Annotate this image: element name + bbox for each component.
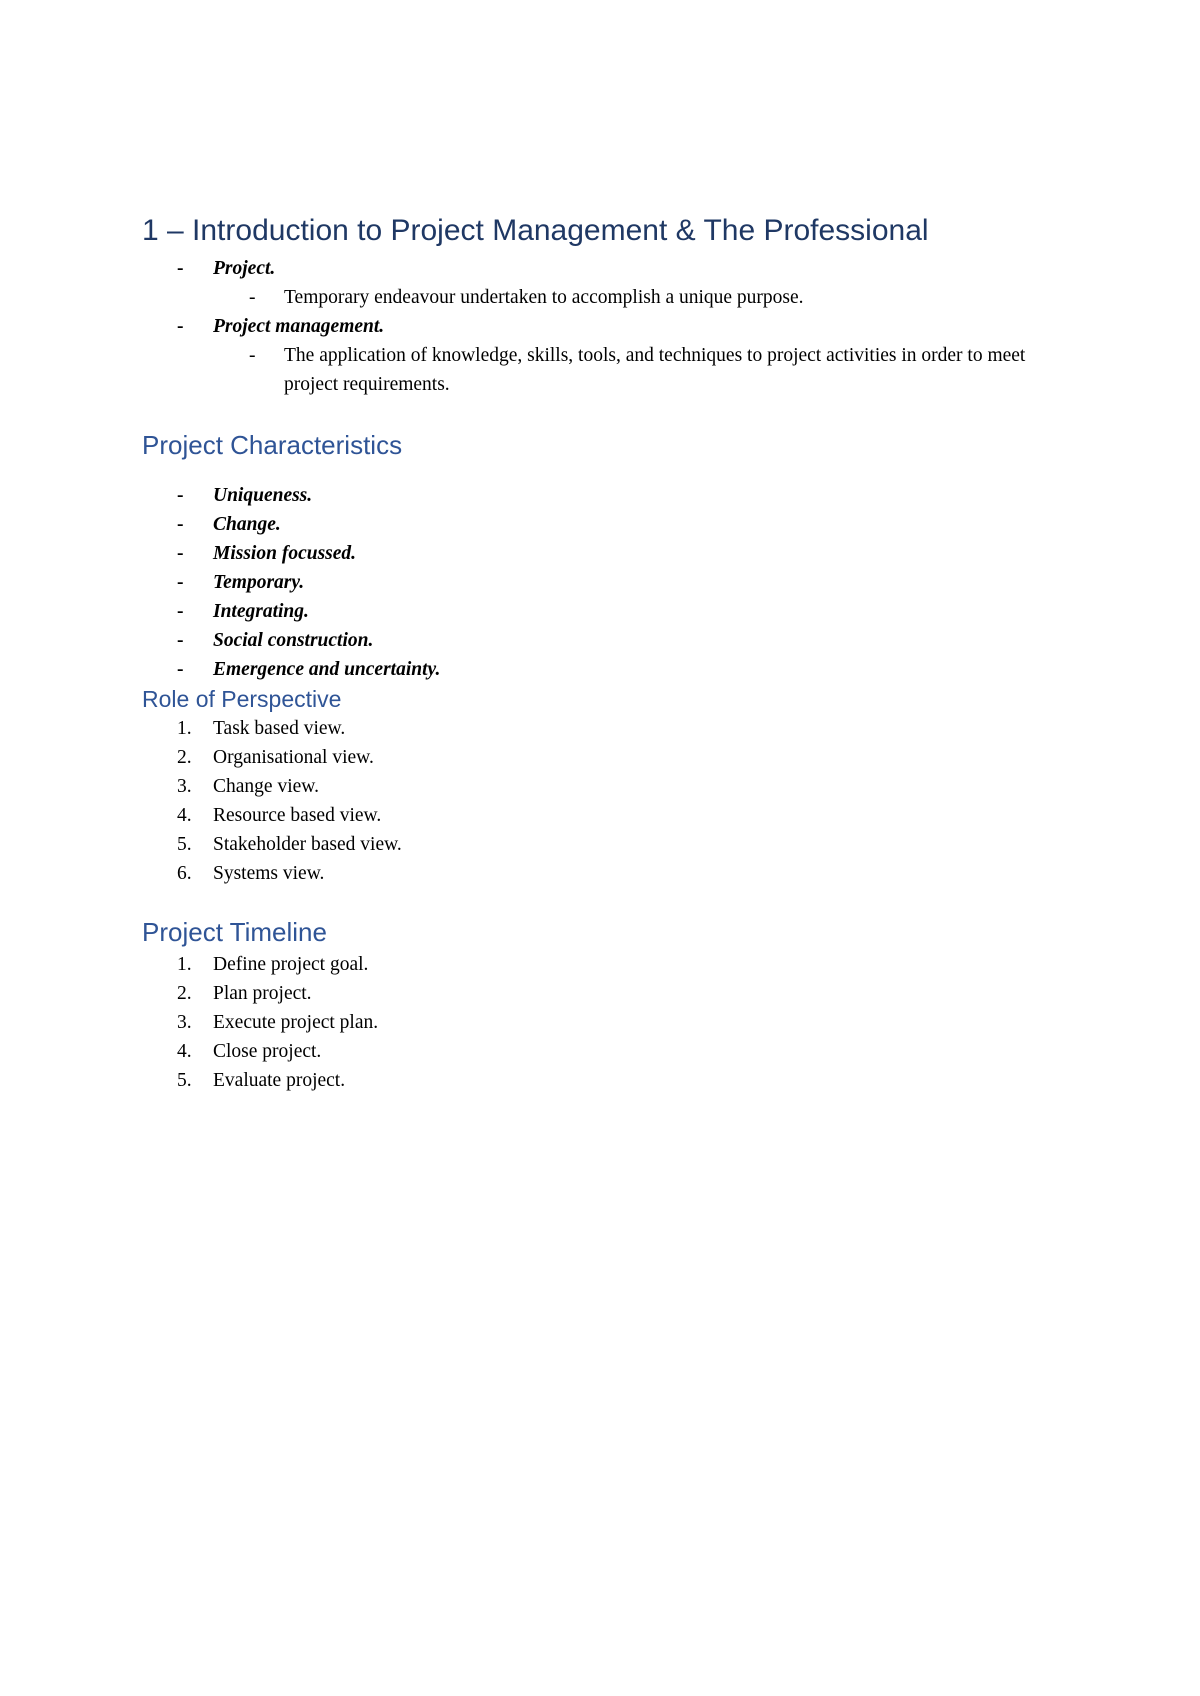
dash-bullet: - [249, 345, 256, 366]
list-item [142, 1037, 1072, 1066]
section-heading-characteristics: Project Characteristics [142, 430, 403, 460]
list-item-text: Close project. [213, 1041, 322, 1062]
dash-bullet: - [177, 316, 184, 337]
characteristics-list [142, 481, 1072, 684]
list-item [142, 655, 1072, 684]
dash-bullet: - [249, 287, 256, 308]
dash-bullet: - [177, 659, 184, 680]
list-item-text: Plan project. [213, 983, 312, 1004]
list-number: 2. [177, 983, 192, 1004]
characteristic-label: Change. [213, 514, 281, 535]
list-number: 3. [177, 1012, 192, 1033]
list-item-text: Resource based view. [213, 805, 382, 826]
list-item-text: Evaluate project. [213, 1070, 346, 1091]
list-item-text: Systems view. [213, 863, 325, 884]
definitions-list [142, 254, 1072, 399]
page-title: 1 – Introduction to Project Management & The Professional [142, 214, 929, 247]
list-number: 4. [177, 805, 192, 826]
list-item [142, 1066, 1072, 1095]
dash-bullet: - [177, 485, 184, 506]
list-item-text: Organisational view. [213, 747, 374, 768]
list-number: 5. [177, 834, 192, 855]
characteristic-label: Emergence and uncertainty. [213, 659, 441, 680]
section-heading-timeline: Project Timeline [142, 917, 327, 947]
definition-detail-item [142, 341, 1072, 399]
list-item-text: Stakeholder based view. [213, 834, 402, 855]
list-number: 5. [177, 1070, 192, 1091]
list-number: 6. [177, 863, 192, 884]
list-item [142, 481, 1072, 510]
dash-bullet: - [177, 601, 184, 622]
characteristic-label: Mission focussed. [213, 543, 357, 564]
list-item [142, 801, 1072, 830]
characteristic-label: Temporary. [213, 572, 305, 593]
definition-term: Project management. [213, 316, 385, 337]
dash-bullet: - [177, 258, 184, 279]
characteristic-label: Social construction. [213, 630, 374, 651]
dash-bullet: - [177, 543, 184, 564]
list-item-text: Execute project plan. [213, 1012, 379, 1033]
list-item [142, 714, 1072, 743]
list-item [142, 568, 1072, 597]
list-item [142, 859, 1072, 888]
list-item-text: Task based view. [213, 718, 346, 739]
list-item-text: Define project goal. [213, 954, 369, 975]
list-item [142, 830, 1072, 859]
document-content [142, 208, 1072, 1095]
definition-term: Project. [213, 258, 276, 279]
list-number: 1. [177, 718, 192, 739]
list-item [142, 772, 1072, 801]
section-heading-perspective: Role of Perspective [142, 686, 342, 712]
definition-detail: Temporary endeavour undertaken to accomplish a unique purpose. [284, 287, 804, 308]
dash-bullet: - [177, 572, 184, 593]
definition-detail-item [142, 283, 1072, 312]
list-number: 4. [177, 1041, 192, 1062]
list-item [142, 979, 1072, 1008]
timeline-list [142, 950, 1072, 1095]
list-item [142, 510, 1072, 539]
list-number: 1. [177, 954, 192, 975]
list-item [142, 950, 1072, 979]
list-item [142, 1008, 1072, 1037]
list-item [142, 539, 1072, 568]
definition-term-item [142, 254, 1072, 283]
list-item [142, 597, 1072, 626]
dash-bullet: - [177, 630, 184, 651]
definition-detail: The application of knowledge, skills, tools, and techniques to project activities in order to meet project requirements. [284, 345, 1026, 395]
list-number: 3. [177, 776, 192, 797]
characteristic-label: Integrating. [213, 601, 309, 622]
list-number: 2. [177, 747, 192, 768]
list-item [142, 626, 1072, 655]
list-item-text: Change view. [213, 776, 319, 797]
perspective-list [142, 714, 1072, 888]
definition-term-item [142, 312, 1072, 341]
characteristic-label: Uniqueness. [213, 485, 313, 506]
list-item [142, 743, 1072, 772]
dash-bullet: - [177, 514, 184, 535]
